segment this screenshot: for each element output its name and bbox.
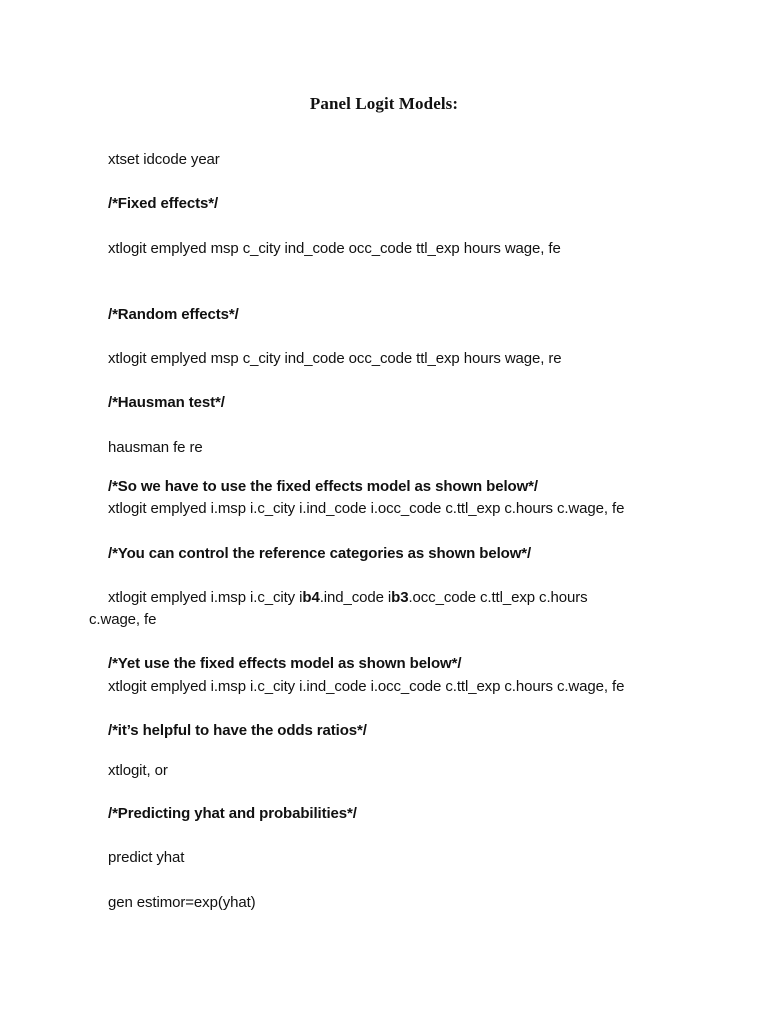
command-xtlogit-fe: xtlogit emplyed msp c_city ind_code occ_code ttl_exp hours wage, fe [108,240,561,257]
command-segment: xtlogit emplyed i.msp i.c_city i [108,589,303,606]
comment-yet-use-fixed-effects: /*Yet use the fixed effects model as shown below*/ [108,655,462,672]
command-xtlogit-factor-fe: xtlogit emplyed i.msp i.c_city i.ind_code i.occ_code c.ttl_exp c.hours c.wage, fe [108,500,625,517]
comment-fixed-effects: /*Fixed effects*/ [108,195,219,212]
page-title: Panel Logit Models: [309,94,459,113]
base-level-b4: b4 [302,589,320,606]
command-segment: .occ_code c.ttl_exp c.hours [408,589,588,606]
command-gen-estimor: gen estimor=exp(yhat) [108,894,256,911]
comment-odds-ratios: /*it’s helpful to have the odds ratios*/ [108,722,367,739]
command-xtlogit-factor-fe-2: xtlogit emplyed i.msp i.c_city i.ind_code i.occ_code c.ttl_exp c.hours c.wage, fe [108,678,625,695]
comment-hausman-test: /*Hausman test*/ [108,394,225,411]
command-xtlogit-or: xtlogit, or [108,762,168,779]
command-hausman: hausman fe re [108,439,203,456]
comment-use-fixed-effects: /*So we have to use the fixed effects model as shown below*/ [108,478,538,495]
base-level-b3: b3 [391,589,409,606]
command-predict-yhat: predict yhat [108,849,185,866]
comment-random-effects: /*Random effects*/ [108,306,239,323]
comment-predicting: /*Predicting yhat and probabilities*/ [108,805,357,822]
command-continuation: c.wage, fe [89,611,157,628]
command-xtlogit-re: xtlogit emplyed msp c_city ind_code occ_code ttl_exp hours wage, re [108,350,562,367]
command-xtset: xtset idcode year [108,151,220,168]
command-segment: .ind_code i [319,589,392,606]
command-xtlogit-reference [108,587,588,609]
comment-reference-categories: /*You can control the reference categories as shown below*/ [108,545,532,562]
